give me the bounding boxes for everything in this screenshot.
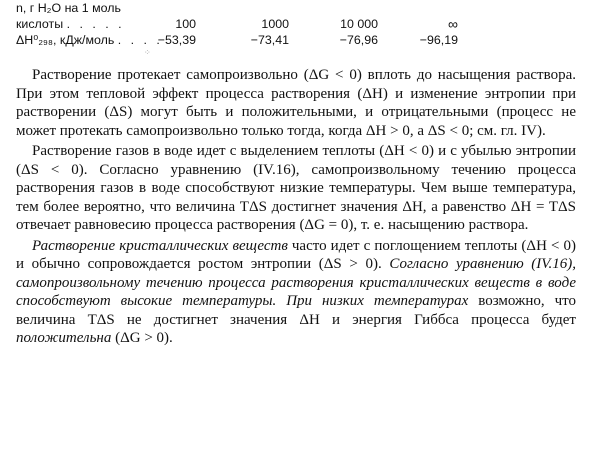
leader-dots: . . . . . [66, 17, 125, 31]
table-cell: 1000 [261, 17, 289, 31]
emphasis-text: Согласно уравнению (IV.16), самопроизвольному течению процесса растворения кристаллических веществ в воде способствуют высокие температуры. При низких температурах [16, 256, 576, 309]
paragraph-text: возможно, что величина TΔS не достигнет значения ΔH и энергия Гиббса процесса будет [16, 293, 576, 328]
paragraph-text: (ΔG > 0). [111, 330, 173, 346]
paragraph: Растворение газов в воде идет с выделением теплоты (ΔH < 0) и с убылью энтропии (ΔS < 0). Согласно уравнению (IV.16), самопроизвольному течению процесса растворения газов в воде способствуют низкие температуры. Чем выше температура, тем более вероятно, что величина TΔS достигнет значения ΔH, а равенство ΔH = TΔS отвечает равновесию процесса растворения (ΔG = 0), т. е. насыщению раствора. [16, 143, 576, 233]
table-row-label: n, г H₂O на 1 моль [16, 1, 121, 15]
row-label-text: кислоты [16, 17, 64, 31]
table-cell: −76,96 [339, 33, 378, 47]
table-row-label [16, 17, 125, 31]
table-cell: −96,19 [419, 33, 458, 47]
leader-dots: . . . . [117, 33, 163, 47]
table-cell: −73,41 [250, 33, 289, 47]
row-label-text: ΔH⁰₂₉₈, кДж/моль [16, 33, 115, 47]
scan-smudge: ⁘ [144, 48, 151, 57]
emphasis-text: положительна [16, 330, 112, 346]
paragraph [16, 237, 576, 348]
table-cell: 10 000 [340, 17, 378, 31]
emphasis-text: Растворение кристаллических веществ [32, 237, 288, 254]
dissolution-enthalpy-table [16, 1, 576, 49]
table-row [16, 1, 576, 17]
paragraph-text: часто идет с поглощением теплоты (ΔH < 0) и обычно сопровождается ростом энтропии (ΔS > 0). [16, 237, 576, 272]
table-cell: 100 [175, 17, 196, 31]
body-text [16, 66, 576, 348]
table-cell: −53,39 [157, 33, 196, 47]
paragraph: Растворение протекает самопроизвольно (ΔG < 0) вплоть до насыщения раствора. При этом тепловой эффект процесса растворения (ΔH) и изменение энтропии при растворении (ΔS) могут быть и положительными, и отрицательными (процесс не может протекать самопроизвольно только тогда, когда ΔH > 0, а ΔS < 0; см. гл. IV). [16, 67, 576, 139]
table-cell: ∞ [448, 16, 458, 32]
table-row [16, 17, 576, 33]
table-row [16, 33, 576, 49]
